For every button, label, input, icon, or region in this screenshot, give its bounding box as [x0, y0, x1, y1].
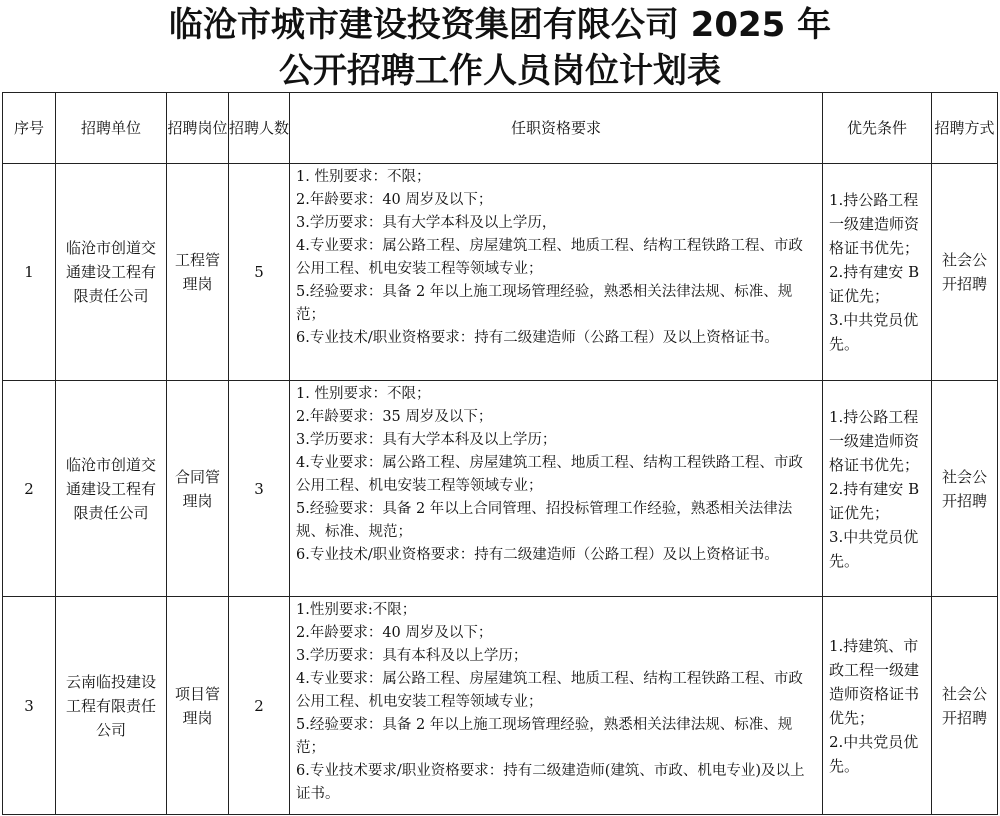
requirement-line: 3.学历要求：具有大学本科及以上学历，: [296, 215, 557, 231]
cell-position: 工程管理岗: [167, 164, 229, 381]
cell-unit: 临沧市创道交通建设工程有限责任公司: [56, 164, 167, 381]
priority-line: 3.中共党员优先。: [829, 311, 919, 353]
cell-requirements: [290, 164, 823, 381]
cell-no: 3: [3, 597, 56, 815]
header-requirements: 任职资格要求: [290, 93, 823, 164]
requirement-line: 4.专业要求：属公路工程、房屋建筑工程、地质工程、结构工程铁路工程、市政公用工程、机电安装工程等领域专业；: [296, 455, 803, 494]
requirement-line: 2.年龄要求：40 周岁及以下；: [296, 192, 493, 208]
requirement-line: 6.专业技术/职业资格要求：持有二级建造师（公路工程）及以上资格证书。: [296, 547, 779, 563]
cell-method: 社会公开招聘: [932, 597, 998, 815]
requirement-line: 2.年龄要求：35 周岁及以下；: [296, 409, 493, 425]
cell-priority: [823, 381, 932, 597]
header-priority: 优先条件: [823, 93, 932, 164]
requirement-line: 1. 性别要求：不限；: [296, 169, 431, 185]
table-row: [3, 164, 998, 381]
requirement-line: 4.专业要求：属公路工程、房屋建筑工程、地质工程、结构工程铁路工程、市政公用工程、机电安装工程等领域专业；: [296, 238, 803, 277]
requirement-line: 3.学历要求：具有本科及以上学历；: [296, 648, 528, 664]
cell-count: 3: [229, 381, 290, 597]
title-line-2: 公开招聘工作人员岗位计划表: [279, 51, 721, 91]
cell-priority: [823, 597, 932, 815]
cell-priority: [823, 164, 932, 381]
requirement-line: 5.经验要求：具备 2 年以上施工现场管理经验，熟悉相关法律法规、标准、规范；: [296, 284, 793, 323]
header-no: 序号: [3, 93, 56, 164]
requirement-line: 4.专业要求：属公路工程、房屋建筑工程、地质工程、结构工程铁路工程、市政公用工程、机电安装工程等领域专业；: [296, 671, 803, 710]
table-row: [3, 381, 998, 597]
cell-requirements: [290, 597, 823, 815]
cell-method: 社会公开招聘: [932, 381, 998, 597]
cell-no: 1: [3, 164, 56, 381]
header-method: 招聘方式: [932, 93, 998, 164]
requirement-line: 6.专业技术/职业资格要求：持有二级建造师（公路工程）及以上资格证书。: [296, 330, 779, 346]
requirement-line: 3.学历要求：具有大学本科及以上学历；: [296, 432, 557, 448]
document-title: [0, 2, 1000, 94]
requirement-line: 2.年龄要求：40 周岁及以下；: [296, 625, 493, 641]
priority-line: 1.持公路工程一级建造师资格证书优先；: [829, 407, 920, 474]
cell-requirements: [290, 381, 823, 597]
priority-line: 1.持公路工程一级建造师资格证书优先；: [829, 191, 920, 257]
table-row: [3, 597, 998, 815]
table-header-row: [3, 93, 998, 164]
priority-line: 2.持有建安 B 证优先；: [829, 479, 920, 522]
cell-position: 合同管理岗: [167, 381, 229, 597]
requirement-line: 1.性别要求:不限；: [296, 602, 417, 618]
recruitment-plan-table: [2, 92, 998, 815]
header-unit: 招聘单位: [56, 93, 167, 164]
cell-method: 社会公开招聘: [932, 164, 998, 381]
cell-unit: 临沧市创道交通建设工程有限责任公司: [56, 381, 167, 597]
priority-line: 1.持建筑、市政工程一级建造师资格证书优先；: [829, 636, 920, 727]
requirement-line: 5.经验要求：具备 2 年以上施工现场管理经验，熟悉相关法律法规、标准、规范；: [296, 717, 793, 756]
requirement-line: 1. 性别要求：不限；: [296, 386, 431, 402]
header-position: 招聘岗位: [167, 93, 229, 164]
priority-line: 2.中共党员优先。: [829, 732, 919, 775]
priority-line: 3.中共党员优先。: [829, 527, 919, 570]
header-count: 招聘人数: [229, 93, 290, 164]
cell-no: 2: [3, 381, 56, 597]
requirement-line: 6.专业技术要求/职业资格要求：持有二级建造师(建筑、市政、机电专业)及以上证书。: [296, 763, 805, 802]
cell-count: 2: [229, 597, 290, 815]
cell-count: 5: [229, 164, 290, 381]
cell-unit: 云南临投建设工程有限责任公司: [56, 597, 167, 815]
requirement-line: 5.经验要求：具备 2 年以上合同管理、招投标管理工作经验，熟悉相关法律法规、标准、规范；: [296, 501, 793, 540]
priority-line: 2.持有建安 B 证优先；: [829, 263, 920, 305]
title-line-1: 临沧市城市建设投资集团有限公司 2025 年: [168, 5, 832, 45]
cell-position: 项目管理岗: [167, 597, 229, 815]
